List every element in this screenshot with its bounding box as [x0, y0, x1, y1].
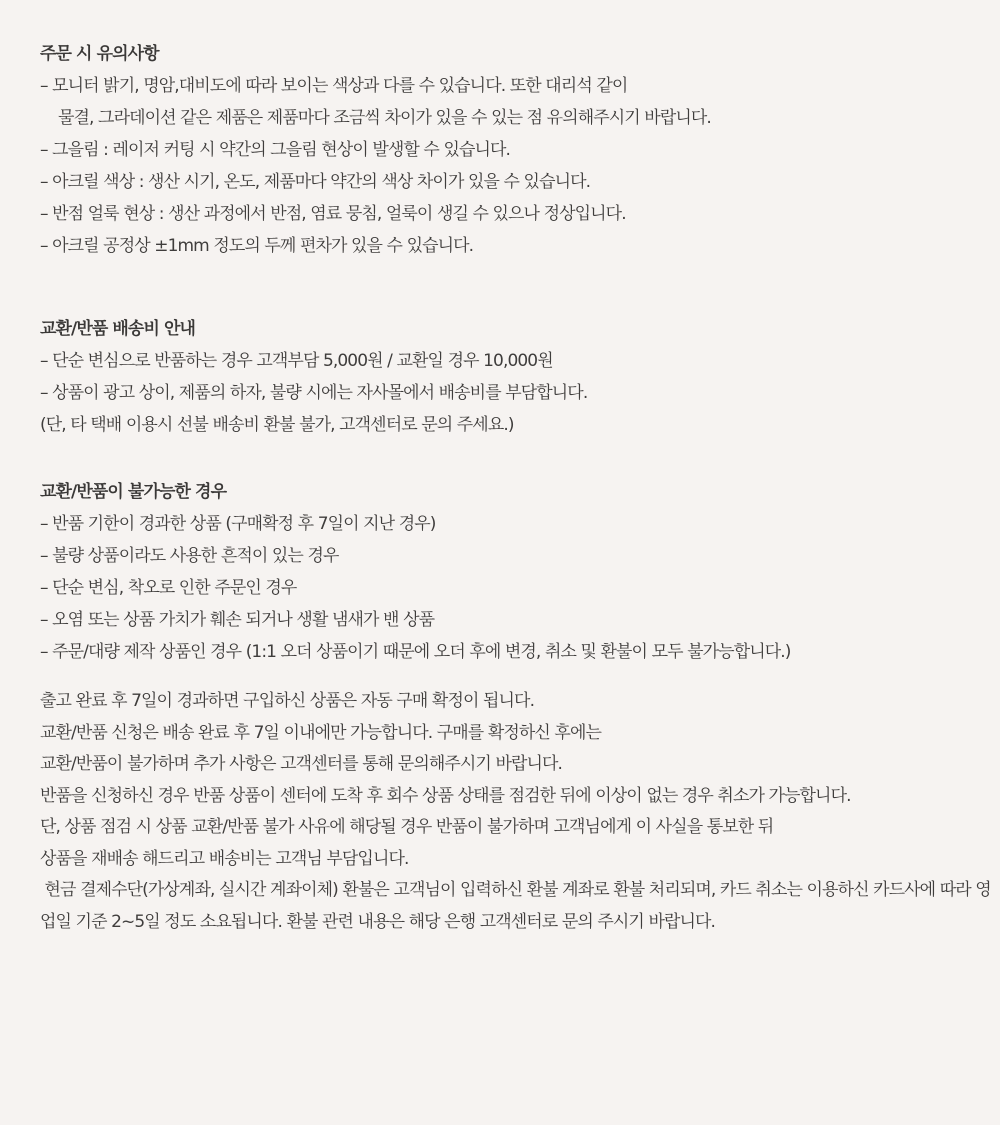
not-allowed-title: 교환/반품이 불가능한 경우 [40, 482, 227, 502]
not-allowed-section [40, 476, 990, 668]
order-caution-section [40, 38, 990, 262]
caution-line-color: – 아크릴 색상 : 생산 시기, 온도, 제품마다 약간의 색상 차이가 있을 수 있습니다. [40, 172, 591, 192]
not-allowed-line-custom: – 주문/대량 제작 상품인 경우 (1:1 오더 상품이기 때문에 오더 후에 변경, 취소 및 환불이 모두 불가능합니다.) [40, 642, 791, 662]
caution-line-spot: – 반점 얼룩 현상 : 생산 과정에서 반점, 염료 뭉침, 얼룩이 생길 수 있으나 정상입니다. [40, 204, 626, 224]
shipping-fee-section [40, 313, 990, 441]
caution-line-pattern: 물결, 그라데이션 같은 제품은 제품마다 조금씩 차이가 있을 수 있는 점 유의해주시기 바랍니다. [58, 108, 711, 128]
order-caution-title: 주문 시 유의사항 [40, 44, 159, 64]
not-allowed-line-mistake: – 단순 변심, 착오로 인한 주문인 경우 [40, 578, 297, 598]
caution-line-monitor: – 모니터 밝기, 명암,대비도에 따라 보이는 색상과 다를 수 있습니다. 또한 대리석 같이 [40, 76, 628, 96]
shipping-fee-title: 교환/반품 배송비 안내 [40, 319, 196, 339]
shipping-line-note: (단, 타 택배 이용시 선불 배송비 환불 불가, 고객센터로 문의 주세요.) [40, 415, 514, 435]
not-allowed-line-damaged: – 오염 또는 상품 가치가 훼손 되거나 생활 냄새가 밴 상품 [40, 610, 435, 630]
notice-line-request-period: 교환/반품 신청은 배송 완료 후 7일 이내에만 가능합니다. 구매를 확정하신 후에는 [40, 722, 601, 743]
notice-line-reship: 상품을 재배송 해드리고 배송비는 고객님 부담입니다. [40, 848, 409, 869]
not-allowed-line-used: – 불량 상품이라도 사용한 흔적이 있는 경우 [40, 546, 339, 566]
not-allowed-line-expired: – 반품 기한이 경과한 상품 (구매확정 후 7일이 지난 경우) [40, 514, 436, 534]
notice-paragraph-inspection: 반품을 신청하신 경우 반품 상품이 센터에 도착 후 회수 상품 상태를 점검한 뒤에 이상이 없는 경우 취소가 가능합니다. [40, 785, 851, 806]
notice-line-after-confirm: 교환/반품이 불가하며 추가 사항은 고객센터를 통해 문의해주시기 바랍니다. [40, 754, 563, 774]
caution-line-thickness: – 아크릴 공정상 ±1mm 정도의 두께 편차가 있을 수 있습니다. [40, 236, 474, 256]
notice-line-auto-confirm: 출고 완료 후 7일이 경과하면 구입하신 상품은 자동 구매 확정이 됩니다. [40, 691, 535, 711]
notice-line-exception: 단, 상품 점검 시 상품 교환/반품 불가 사유에 해당될 경우 반품이 불가하며 고객님에게 이 사실을 통보한 뒤 [40, 817, 774, 837]
shipping-line-change-of-mind: – 단순 변심으로 반품하는 경우 고객부담 5,000원 / 교환일 경우 10,000원 [40, 351, 553, 371]
shipping-line-defect: – 상품이 광고 상이, 제품의 하자, 불량 시에는 자사몰에서 배송비를 부담합니다. [40, 383, 588, 403]
purchase-notice-section [40, 686, 995, 938]
notice-paragraph-refund-method: 현금 결제수단(가상계좌, 실시간 계좌이체) 환불은 고객님이 입력하신 환불 계좌로 환불 처리되며, 카드 취소는 이용하신 카드사에 따라 영업일 기준 2~5일 정도 소요됩니다. 환불 관련 내용은 해당 은행 고객센터로 문의 주시기 바랍니다. [40, 880, 991, 932]
caution-line-burn: – 그을림 : 레이저 커팅 시 약간의 그을림 현상이 발생할 수 있습니다. [40, 140, 511, 160]
